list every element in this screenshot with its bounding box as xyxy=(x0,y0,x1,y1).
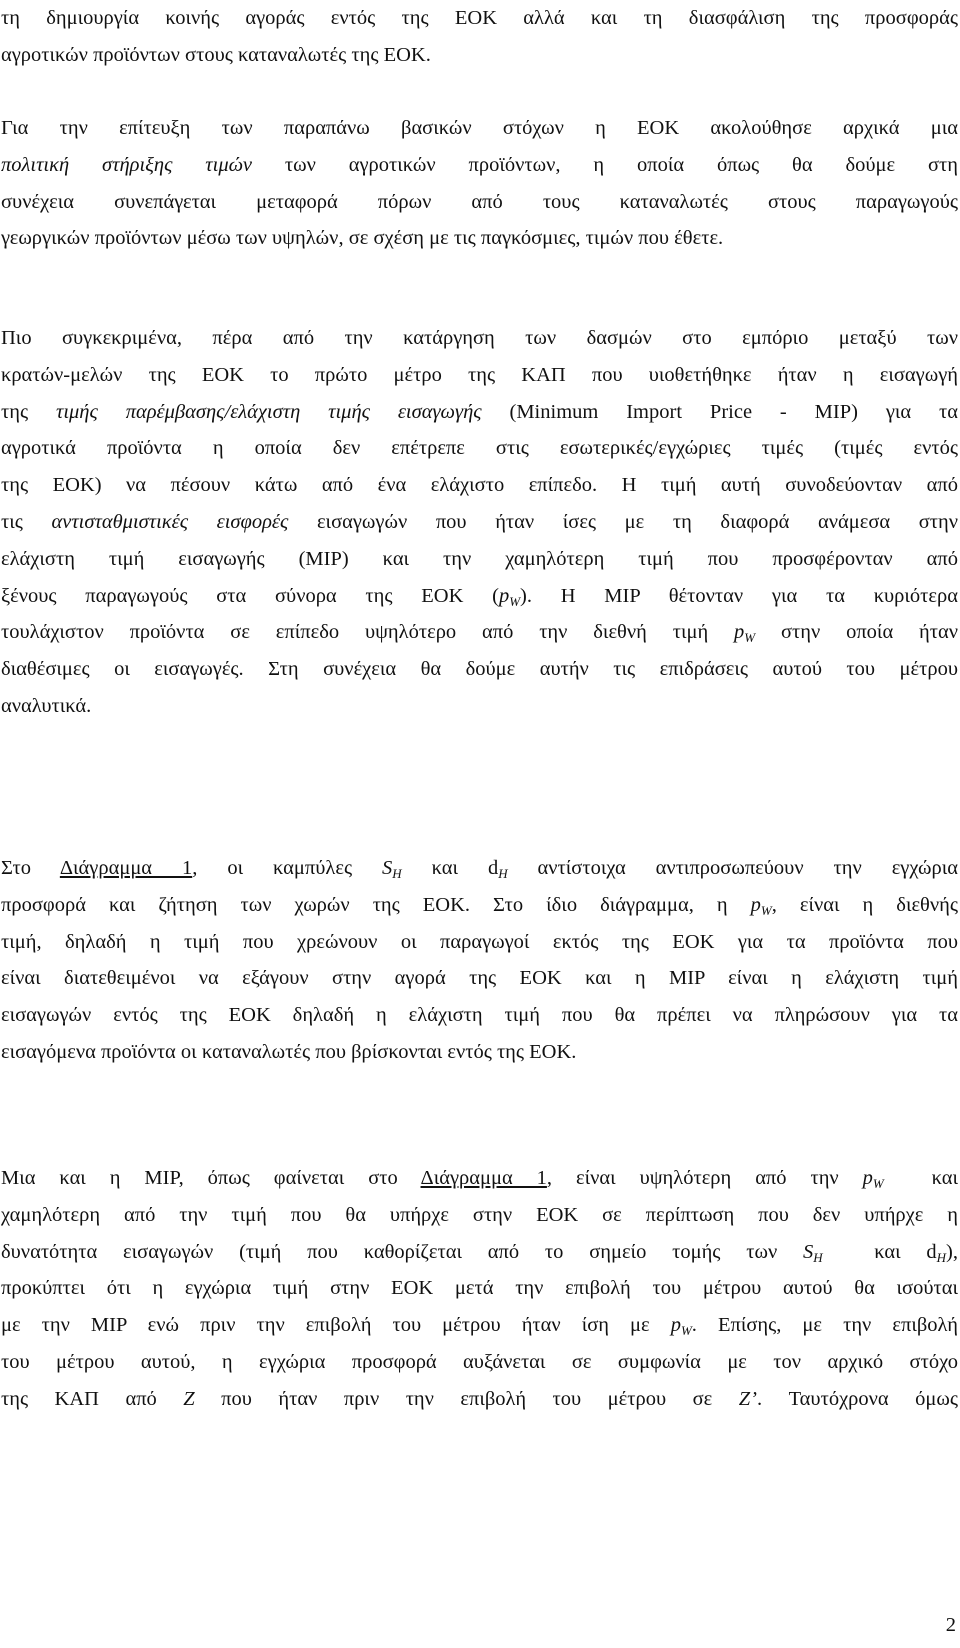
text-line-with-symbol: τουλάχιστον προϊόντα σε επίπεδο υψηλότερο από την διεθνή τιμή $p_W$ στην οποία ήταν xyxy=(1,621,958,646)
text-line: Πιο συγκεκριμένα, πέρα από την κατάργηση των δασμών στο εμπόριο μεταξύ των xyxy=(1,327,958,349)
text-line-with-symbol: Στο Διάγραμμα 1, οι καμπύλες $S_H$ και $d_H$ αντίστοιχα αντιπροσωπεύουν την εγχώρια xyxy=(1,857,958,881)
italic-term: πολιτική στήριξης τιμών xyxy=(1,153,253,176)
text-line: εισαγωγών εντός της ΕΟΚ δηλαδή η ελάχιστη τιμή που θα πρέπει να πληρώσουν για τα xyxy=(1,1004,958,1027)
text-line-with-symbol: ξένους παραγωγούς στα σύνορα της ΕΟΚ $(p_W)$. Η MIP θέτονταν για τα κυριότερα xyxy=(1,584,958,609)
italic-term: τιμής παρέμβασης/ελάχιστη τιμής εισαγωγής xyxy=(55,400,482,423)
text-line: διαθέσιμες οι εισαγωγές. Στη συνέχεια θα δούμε αυτήν τις επιδράσεις αυτού του μέτρου xyxy=(1,658,958,681)
paragraph-2 xyxy=(1,110,958,257)
text-line: είναι διατεθειμένοι να εξάγουν στην αγορά της ΕΟΚ και η MIP είναι η ελάχιστη τιμή xyxy=(1,967,958,990)
text-line: γεωργικών προϊόντων μέσω των υψηλών, σε σχέση με τις παγκόσμιες, τιμών που έθετε. xyxy=(1,227,724,250)
text-line: συνέχεια συνεπάγεται μεταφορά πόρων από τους καταναλωτές στους παραγωγούς xyxy=(1,190,958,213)
text-line: χαμηλότερη από την τιμή που θα υπήρχε στην ΕΟΚ σε περίπτωση που δεν υπήρχε η xyxy=(1,1203,958,1226)
text-line-with-symbol: με την MIP ενώ πριν την επιβολή του μέτρου ήταν ίση με $p_W$. Επίσης, με την επιβολή xyxy=(1,1314,958,1339)
text-line: εισαγόμενα προϊόντα οι καταναλωτές που βρίσκονται εντός της ΕΟΚ. xyxy=(1,1040,577,1063)
text-line: της ΕΟΚ) να πέσουν κάτω από ένα ελάχιστο επίπεδο. Η τιμή αυτή συνοδεύονταν από xyxy=(1,474,958,497)
text-line: του μέτρου αυτού, η εγχώρια προσφορά αυξάνεται σε συμφωνία με τον αρχικό στόχο xyxy=(1,1350,958,1373)
paragraph-1 xyxy=(1,0,958,74)
text-line: αγροτικά προϊόντα η οποία δεν επέτρεπε στις εσωτερικές/εγχώριες τιμές (τιμές εντός xyxy=(1,437,958,460)
text-line: αγροτικών προϊόντων στους καταναλωτές της ΕΟΚ. xyxy=(1,43,431,66)
text-line: Για την επίτευξη των παραπάνω βασικών στόχων η ΕΟΚ ακολούθησε αρχικά μια xyxy=(1,117,958,139)
text-line: κρατών-μελών της ΕΟΚ το πρώτο μέτρο της ΚΑΠ που υιοθετήθηκε ήταν η εισαγωγή xyxy=(1,363,958,386)
text-line-with-symbol: προσφορά και ζήτηση των χωρών της ΕΟΚ. Στο ίδιο διάγραμμα, η $p_W$, είναι η διεθνής xyxy=(1,893,958,918)
italic-term: αντισταθμιστικές εισφορές xyxy=(51,510,289,533)
text-line-with-italic: πολιτική στήριξης τιμών των αγροτικών προϊόντων, η οποία όπως θα δούμε στη xyxy=(1,153,959,176)
text-line-with-symbol: της ΚΑΠ από Z που ήταν πριν την επιβολή του μέτρου σε Z’. Ταυτόχρονα όμως xyxy=(1,1387,958,1410)
text-line: τη δημιουργία κοινής αγοράς εντός της ΕΟΚ αλλά και τη διασφάλιση της προσφοράς xyxy=(1,7,958,29)
text-line: τιμή, δηλαδή η τιμή που χρεώνουν οι παραγωγοί εκτός της ΕΟΚ για τα προϊόντα που xyxy=(1,930,958,953)
text-line: προκύπτει ότι η εγχώρια τιμή στην ΕΟΚ μετά την επιβολή του μέτρου αυτού θα ισούται xyxy=(1,1277,958,1300)
text-line: αναλυτικά. xyxy=(1,694,92,717)
paragraph-3 xyxy=(1,320,958,725)
paragraph-4 xyxy=(1,850,958,1071)
text-line-with-italic: της τιμής παρέμβασης/ελάχιστη τιμής εισαγωγής (Minimum Import Price - MIP) για τα xyxy=(1,400,959,423)
text-line: ελάχιστη τιμή εισαγωγής (MIP) και την χαμηλότερη τιμή που προσφέρονταν από xyxy=(1,547,958,570)
text-line-with-symbol: δυνατότητα εισαγωγών (τιμή που καθορίζεται από το σημείο τομής των $S_H$ και $d_H$), xyxy=(1,1240,958,1265)
paragraph-5 xyxy=(1,1160,958,1418)
text-line-with-symbol: Μια και η MIP, όπως φαίνεται στο Διάγραμμα 1, είναι υψηλότερη από την $p_W$ και xyxy=(1,1167,958,1191)
text-line-with-italic: τις αντισταθμιστικές εισφορές εισαγωγών που ήταν ίσες με τη διαφορά ανάμεσα στην xyxy=(1,510,959,533)
page-number: 2 xyxy=(945,1614,956,1636)
